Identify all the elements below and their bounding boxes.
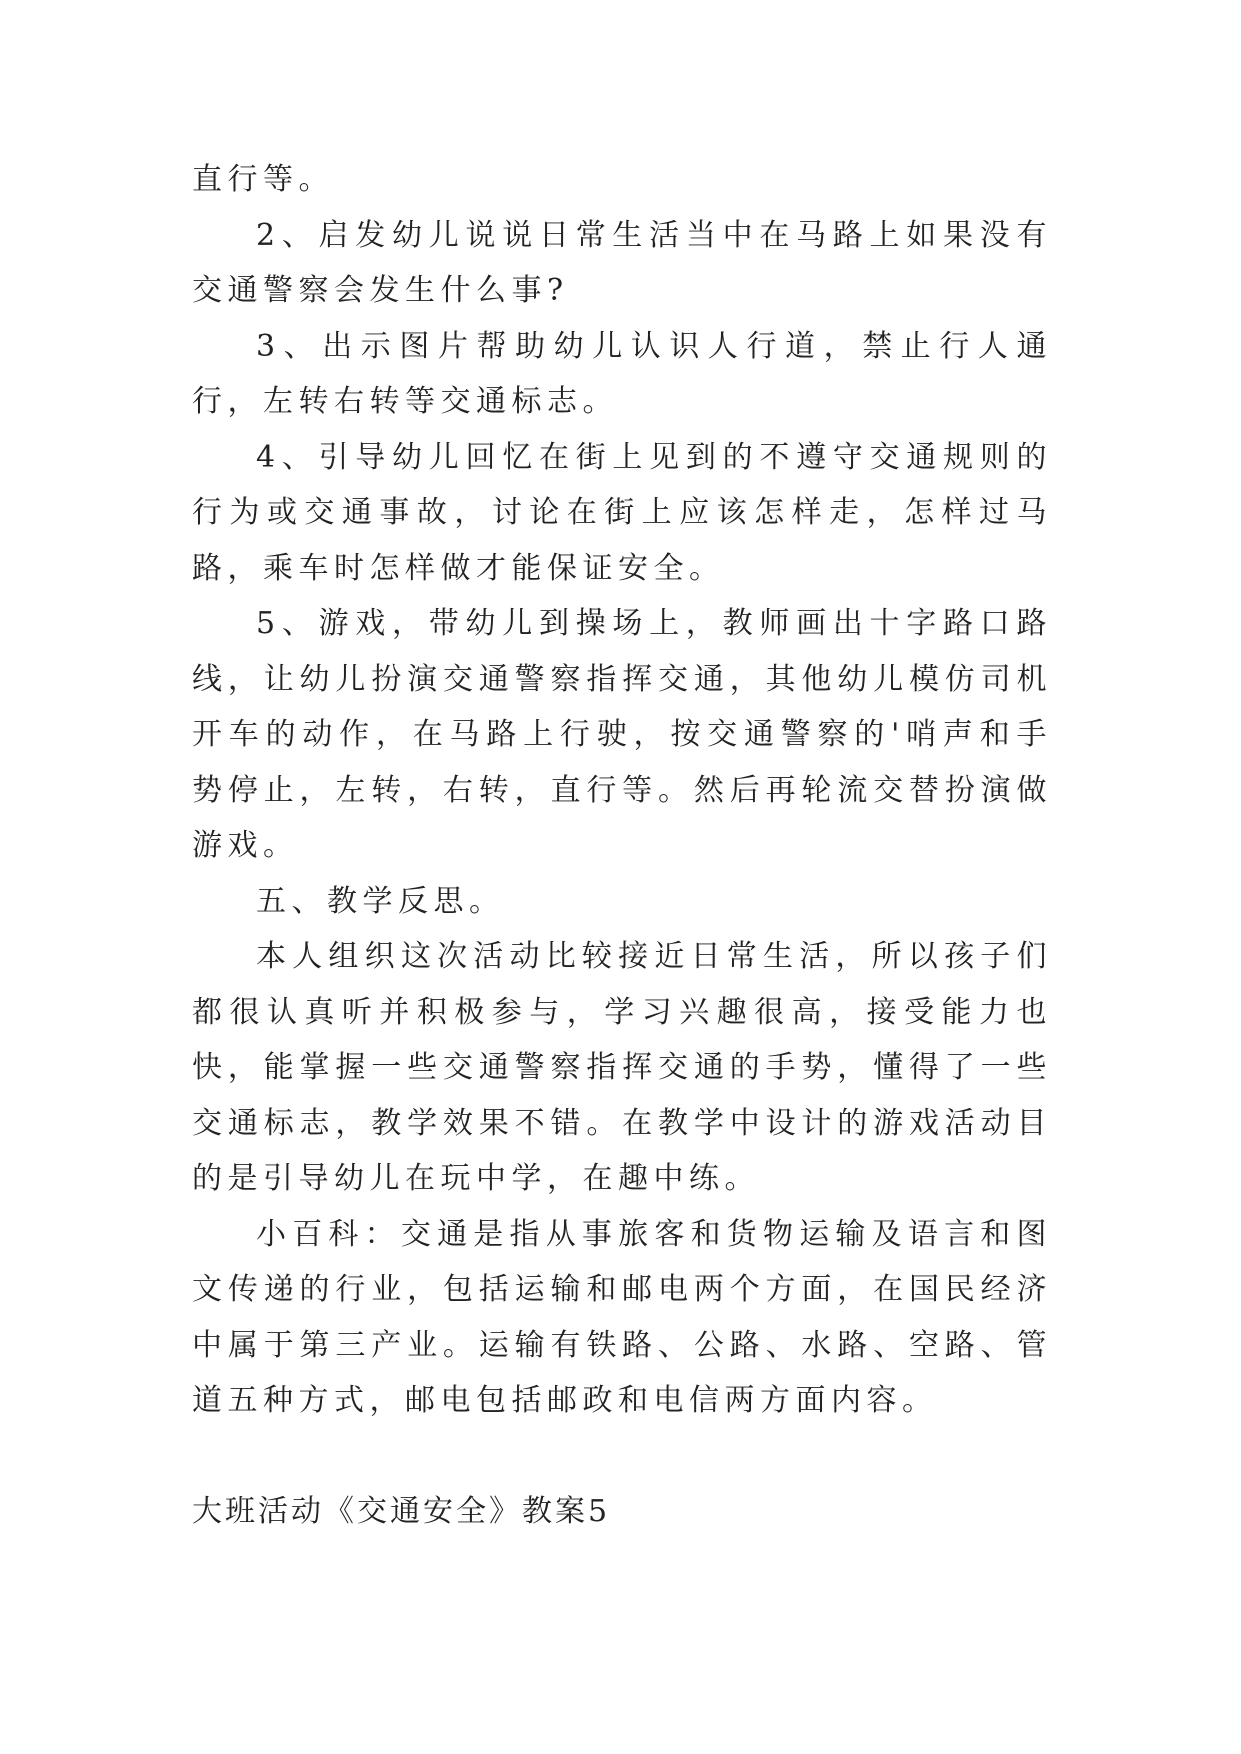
document-body (192, 152, 1052, 1539)
section-title-reflection: 五、教学反思。 (256, 883, 505, 919)
paragraph-step-3: 3、出示图片帮助幼儿认识人行道，禁止行人通行，左转右转等交通标志。 (192, 328, 1052, 419)
next-lesson-heading: 大班活动《交通安全》教案5 (192, 1493, 611, 1529)
paragraph-step-5: 5、游戏，带幼儿到操场上，教师画出十字路口路线，让幼儿扮演交通警察指挥交通，其他幼儿模仿司机开车的动作，在马路上行驶，按交通警察的'哨声和手势停止，左转，右转，直行等。然后再轮流交替扮演做游戏。 (192, 606, 1052, 863)
paragraph-step-4: 4、引导幼儿回忆在街上见到的不遵守交通规则的行为或交通事故，讨论在街上应该怎样走，怎样过马路，乘车时怎样做才能保证安全。 (192, 439, 1052, 586)
paragraph-reflection: 本人组织这次活动比较接近日常生活，所以孩子们都很认真听并积极参与，学习兴趣很高，接受能力也快，能掌握一些交通警察指挥交通的手势，懂得了一些交通标志，教学效果不错。在教学中设计的游戏活动目的是引导幼儿在玩中学，在趣中练。 (192, 939, 1052, 1196)
paragraph-step-2: 2、启发幼儿说说日常生活当中在马路上如果没有交通警察会发生什么事? (192, 217, 1052, 308)
paragraph-continuation: 直行等。 (192, 162, 334, 197)
paragraph-encyclopedia: 小百科：交通是指从事旅客和货物运输及语言和图文传递的行业，包括运输和邮电两个方面，在国民经济中属于第三产业。运输有铁路、公路、水路、空路、管道五种方式，邮电包括邮政和电信两方面内容。 (192, 1216, 1052, 1418)
